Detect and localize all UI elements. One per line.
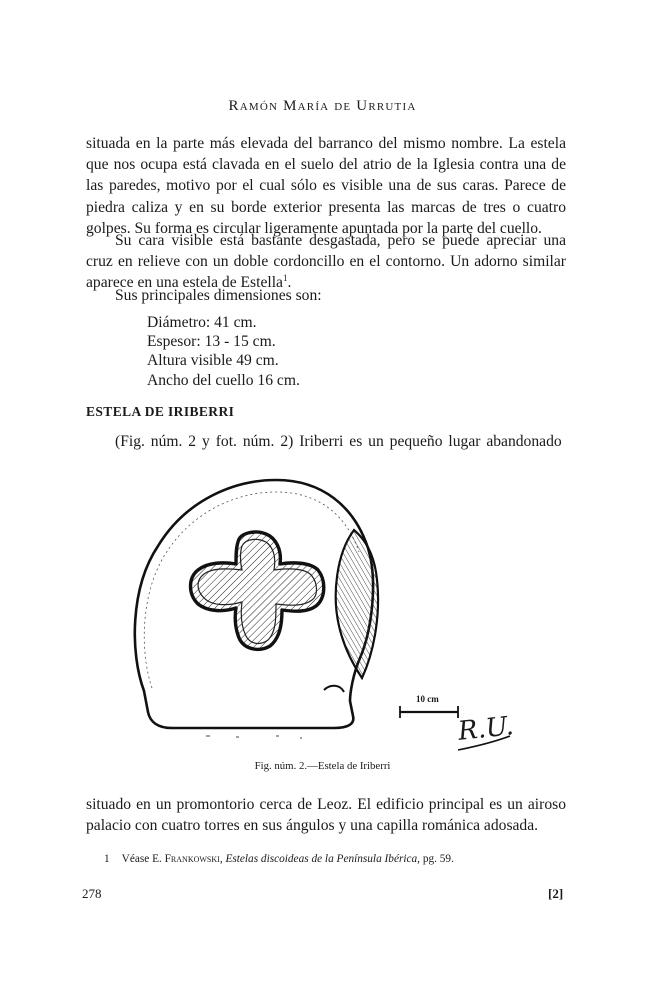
dimension-neck-width: Ancho del cuello 16 cm. <box>147 371 300 389</box>
cross-relief <box>191 532 324 649</box>
paragraph-4 <box>86 431 566 452</box>
footnote-author: Frankowski <box>164 853 220 865</box>
footnote-title: Estelas discoideas de la Península Ibérica <box>225 853 418 865</box>
figure-caption: Fig. núm. 2.—Estela de Iriberri <box>254 760 391 772</box>
paragraph-5-text: situado en un promontorio cerca de Leoz. El edificio principal es un airoso palacio con cuatro torres en sus ángulos y una capilla románica adosada. <box>86 796 566 835</box>
paragraph-2-body: Su cara visible está bastante desgastada, pero se puede apreciar una cruz en relieve con un doble cordoncillo en el contorno. Un adorno similar aparece en una estela de Estella <box>86 232 566 292</box>
page-number: 278 <box>82 886 102 901</box>
paragraph-1-text: situada en la parte más elevada del barranco del mismo nombre. La estela que nos ocupa está clavada en el suelo del atrio de la Iglesia contra una de las paredes, motivo por el cual sólo es visible una de sus caras. Parece de piedra caliza y en su borde exterior presenta las marcas de tres o cuatro golpes. Su forma es circular ligeramente apuntada por la parte del cuello. <box>86 135 566 237</box>
paragraph-3-text: Sus principales dimensiones son: <box>115 287 322 304</box>
paragraph-1 <box>86 133 566 239</box>
running-head: Ramón María de Urrutia <box>228 98 417 114</box>
base-ground-dots <box>206 736 302 738</box>
dimension-visible-height: Altura visible 49 cm. <box>147 352 279 370</box>
dimensions-list <box>147 313 300 390</box>
footnote-pages: , pg. 59. <box>417 853 454 865</box>
base-notch <box>324 686 344 692</box>
section-heading: ESTELA DE IRIBERRI <box>86 404 235 419</box>
footnote-ref[interactable]: 1 <box>282 273 288 284</box>
paragraph-3 <box>86 285 566 306</box>
scale-label: 10 cm <box>416 694 439 704</box>
footnote <box>104 853 454 865</box>
footnote-separator: , <box>219 853 226 865</box>
figure-stele-drawing <box>86 468 566 768</box>
footnote-number: 1 <box>104 853 110 865</box>
dimension-thickness: Espesor: 13 - 15 cm. <box>147 333 276 351</box>
damaged-edge <box>336 530 378 678</box>
artist-initials: R.U. <box>456 711 516 747</box>
paragraph-2-end: . <box>287 274 292 292</box>
paragraph-5 <box>86 794 566 836</box>
dimension-diameter: Diámetro: 41 cm. <box>147 314 257 331</box>
footnote-lead: Véase E. <box>121 853 162 865</box>
paragraph-4-text: (Fig. núm. 2 y fot. núm. 2) Iriberri es un pequeño lugar abandonado <box>115 433 562 450</box>
signature-mark: [2] <box>548 886 564 901</box>
